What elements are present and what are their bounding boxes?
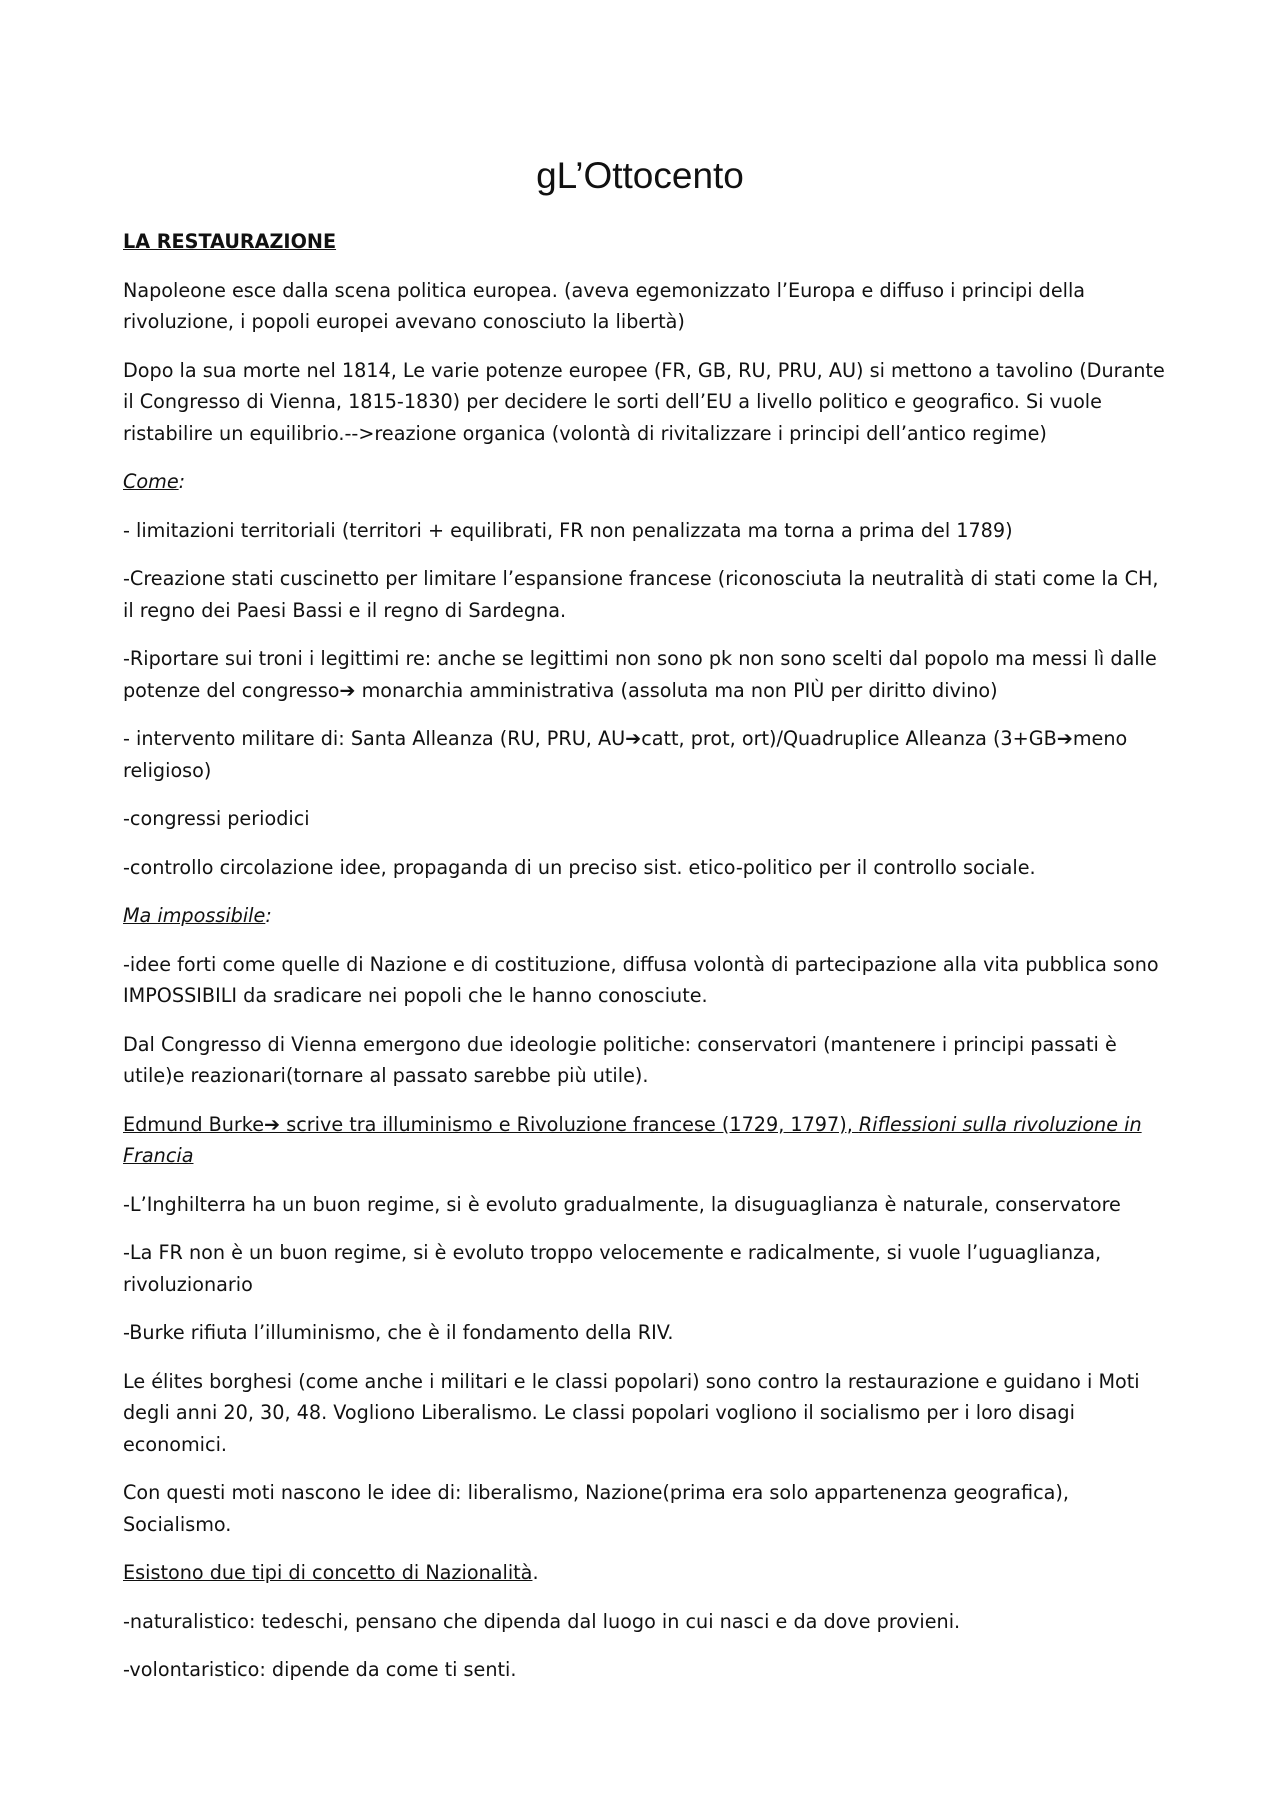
page-title: gL’Ottocento xyxy=(536,155,744,196)
list-item: -volontaristico: dipende da come ti senti. xyxy=(123,1658,517,1681)
nazionalita-dot: . xyxy=(532,1561,539,1584)
come-heading xyxy=(123,466,1173,498)
burke-text: Edmund Burke➔ scrive tra illuminismo e Rivoluzione francese (1729, 1797), xyxy=(123,1112,859,1136)
ma-label: Ma impossibile xyxy=(123,904,266,927)
paragraph-napoleone: Napoleone esce dalla scena politica europea. (aveva egemonizzato l’Europa e diffuso i principi della rivoluzione, i popoli europei avevano conosciuto la libertà) xyxy=(123,278,1086,333)
ma-colon: : xyxy=(265,904,272,927)
list-item: -congressi periodici xyxy=(123,807,310,830)
ma-impossibile-heading xyxy=(123,900,1173,932)
list-item: -Riportare sui troni i legittimi re: anche se legittimi non sono pk non sono scelti dal popolo ma messi lì dalle potenze del congresso➔ monarchia amministrativa (assoluta ma non PIÙ per diritto divino) xyxy=(123,647,1157,702)
paragraph-congresso: Dopo la sua morte nel 1814, Le varie potenze europee (FR, GB, RU, PRU, AU) si mettono a tavolino (Durante il Congresso di Vienna, 1815-1830) per decidere le sorti dell’EU a livello politico e geografico. Si vuole ristabilire un equilibrio.-->reazione organica (volontà di rivitalizzare i principi dell’antico regime) xyxy=(123,358,1165,445)
burke-heading xyxy=(123,1109,1173,1172)
nazionalita-label: Esistono due tipi di concetto di Nazionalità xyxy=(123,1561,533,1584)
nazionalita-heading xyxy=(123,1557,1173,1589)
list-item: -La FR non è un buon regime, si è evoluto troppo velocemente e radicalmente, si vuole l’uguaglianza, rivoluzionario xyxy=(123,1241,1102,1296)
list-item: -Creazione stati cuscinetto per limitare l’espansione francese (riconosciuta la neutralità di stati come la CH, il regno dei Paesi Bassi e il regno di Sardegna. xyxy=(123,567,1159,622)
list-item: - limitazioni territoriali (territori + equilibrati, FR non penalizzata ma torna a prima del 1789) xyxy=(123,518,1013,542)
section-heading-text: LA RESTAURAZIONE xyxy=(123,230,337,253)
document-body xyxy=(123,226,1173,1703)
list-item: -L’Inghilterra ha un buon regime, si è evoluto gradualmente, la disuguaglianza è naturale, conservatore xyxy=(123,1192,1121,1216)
section-heading xyxy=(123,226,1173,258)
come-colon: : xyxy=(178,470,186,493)
paragraph-idee: -idee forti come quelle di Nazione e di costituzione, diffusa volontà di partecipazione alla vita pubblica sono IMPOSSIBILI da sradicare nei popoli che le hanno conosciute. xyxy=(123,952,1159,1007)
burke-book-title: Riflessioni sulla rivoluzione in Francia xyxy=(123,1112,1142,1167)
paragraph-elites: Le élites borghesi (come anche i militari e le classi popolari) sono contro la restaurazione e guidano i Moti degli anni 20, 30, 48. Vogliono Liberalismo. Le classi popolari vogliono il socialismo per i loro disagi economici. xyxy=(123,1369,1140,1456)
list-item: -controllo circolazione idee, propaganda di un preciso sist. etico-politico per il controllo sociale. xyxy=(123,855,1036,879)
paragraph-ideologie: Dal Congresso di Vienna emergono due ideologie politiche: conservatori (mantenere i principi passati è utile)e reazionari(tornare al passato sarebbe più utile). xyxy=(123,1032,1117,1087)
list-item: -naturalistico: tedeschi, pensano che dipenda dal luogo in cui nasci e da dove provieni. xyxy=(123,1609,961,1633)
list-item: -Burke rifiuta l’illuminismo, che è il fondamento della RIV. xyxy=(123,1321,674,1344)
come-label: Come xyxy=(123,470,179,493)
paragraph-moti: Con questi moti nascono le idee di: liberalismo, Nazione(prima era solo appartenenza geografica), Socialismo. xyxy=(123,1481,1069,1536)
list-item: - intervento militare di: Santa Alleanza (RU, PRU, AU➔catt, prot, ort)/Quadruplice Alleanza (3+GB➔meno religioso) xyxy=(123,727,1128,782)
